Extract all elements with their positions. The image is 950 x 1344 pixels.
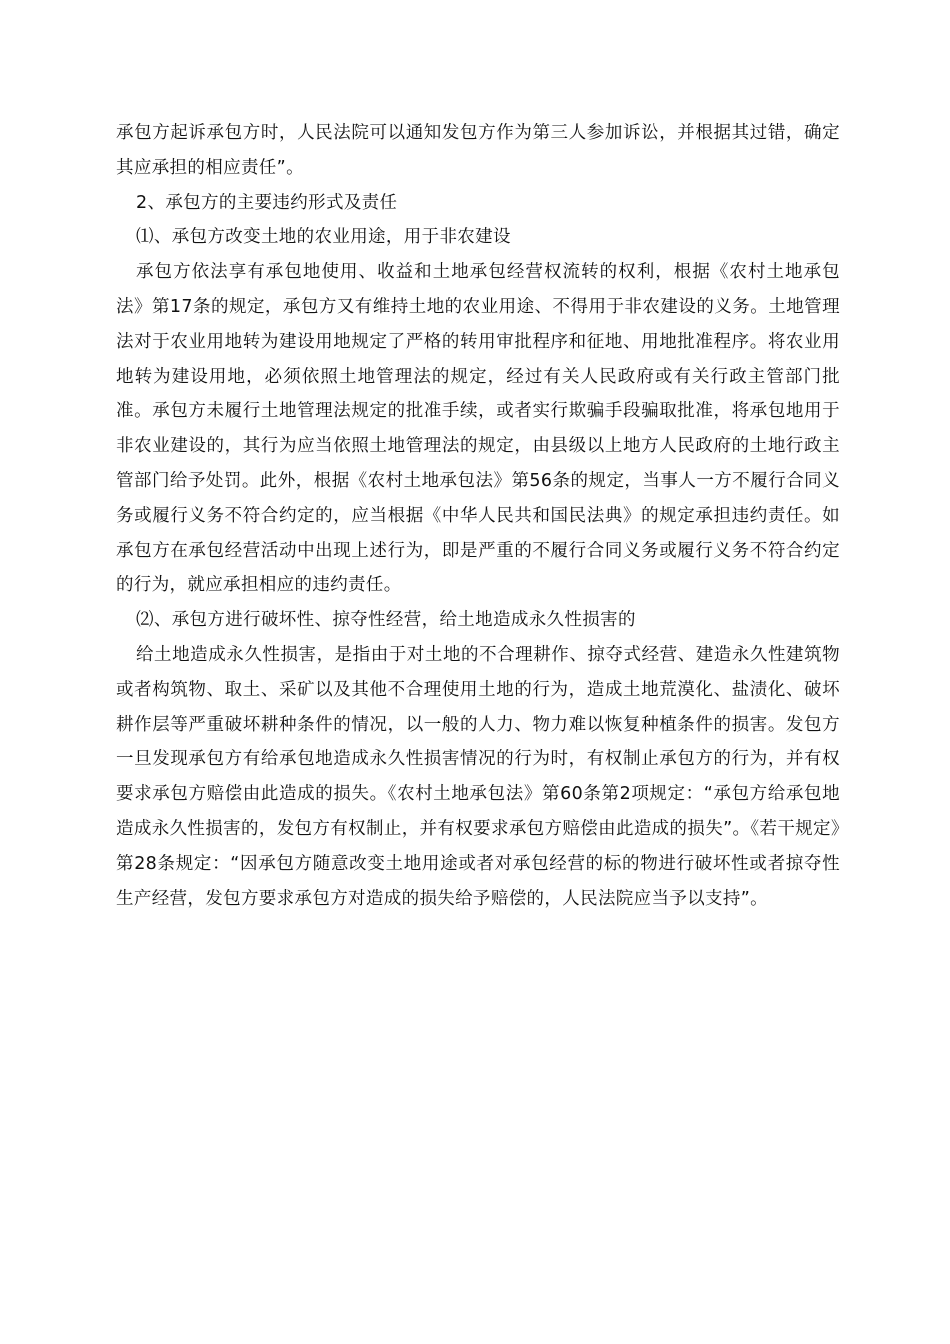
section-heading-breach-forms: 2、承包方的主要违约形式及责任 — [136, 192, 398, 213]
paragraph-permanent-damage: 给土地造成永久性损害，是指由于对土地的不合理耕作、掠夺式经营、建造永久性建筑物或者构筑物、取土、采矿以及其他不合理使用土地的行为，造成土地荒漠化、盐渍化、破坏耕作层等严重破坏耕种条件的情况，以一般的人力、物力难以恢复种植条件的损害。发包方一旦发现承包方有给承包地造成永久性损害情况的行为时，有权制止承包方的行为，并有权要求承包方赔偿由此造成的损失。《农村土地承包法》第60条第2项规定：“承包方给承包地造成永久性损害的，发包方有权制止，并有权要求承包方赔偿由此造成的损失”。《若干规定》第28条规定：“因承包方随意改变土地用途或者对承包经营的标的物进行破坏性或者掠夺性生产经营，发包方要求承包方对造成的损失给予赔偿的，人民法院应当予以支持”。 — [116, 644, 840, 909]
subheading-change-land-use: ⑴、承包方改变土地的农业用途，用于非农建设 — [136, 227, 511, 248]
document-body — [116, 116, 840, 916]
paragraph-continuation: 承包方起诉承包方时，人民法院可以通知发包方作为第三人参加诉讼，并根据其过错，确定其应承担的相应责任”。 — [116, 123, 840, 178]
subheading-destructive-operation: ⑵、承包方进行破坏性、掠夺性经营，给土地造成永久性损害的 — [136, 610, 636, 631]
paragraph-land-use-obligations: 承包方依法享有承包地使用、收益和土地承包经营权流转的权利，根据《农村土地承包法》第17条的规定，承包方又有维持土地的农业用途、不得用于非农建设的义务。土地管理法对于农业用地转为建设用地规定了严格的转用审批程序和征地、用地批准程序。将农业用地转为建设用地，必须依照土地管理法的规定，经过有关人民政府或有关行政主管部门批准。承包方未履行土地管理法规定的批准手续，或者实行欺骗手段骗取批准，将承包地用于非农业建设的，其行为应当依照土地管理法的规定，由县级以上地方人民政府的土地行政主管部门给予处罚。此外，根据《农村土地承包法》第56条的规定，当事人一方不履行合同义务或履行义务不符合约定的，应当根据《中华人民共和国民法典》的规定承担违约责任。如承包方在承包经营活动中出现上述行为，即是严重的不履行合同义务或履行义务不符合约定的行为，就应承担相应的违约责任。 — [116, 262, 840, 596]
